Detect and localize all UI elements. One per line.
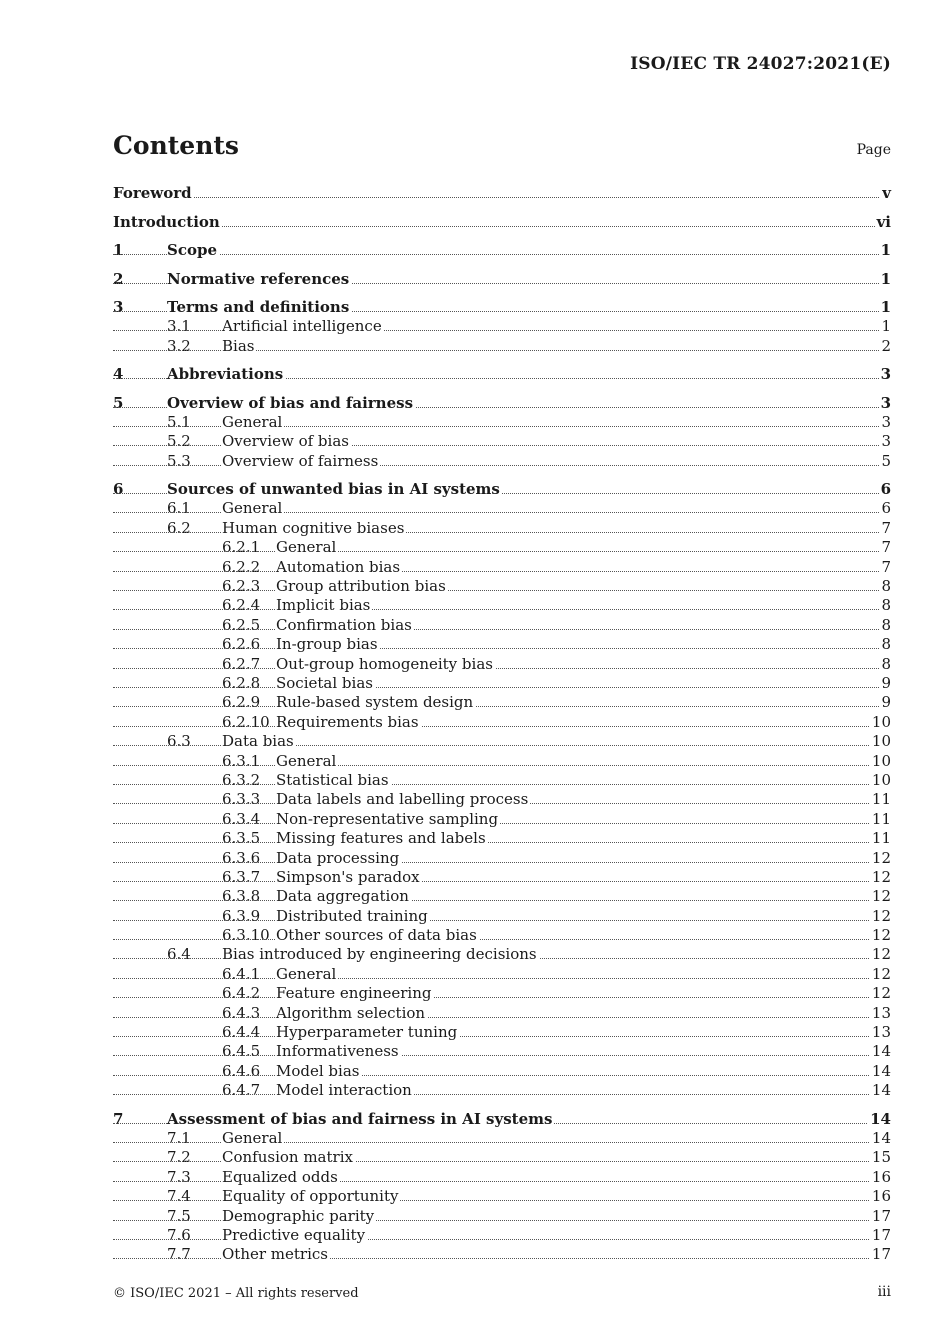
toc-entry-number: 6.4.3 bbox=[222, 1003, 261, 1022]
toc-entry[interactable] bbox=[113, 1004, 891, 1023]
dot-leader bbox=[113, 726, 891, 727]
toc-entry-title: Other metrics bbox=[222, 1245, 328, 1264]
toc-entry-title: Confusion matrix bbox=[222, 1148, 353, 1167]
toc-entry[interactable] bbox=[113, 558, 891, 577]
toc-entry-title: Distributed training bbox=[276, 906, 428, 925]
toc-entry-page: 14 bbox=[871, 1042, 891, 1061]
toc-entry-page: 1 bbox=[881, 317, 891, 336]
dot-leader bbox=[113, 823, 891, 824]
toc-entry-number: 6.3.1 bbox=[222, 751, 261, 770]
toc-entry-number: 6.3.7 bbox=[222, 867, 261, 886]
toc-entry[interactable] bbox=[113, 299, 891, 318]
toc-entry[interactable] bbox=[113, 318, 891, 337]
toc-entry-page: 3 bbox=[881, 412, 891, 431]
toc-entry-page: 17 bbox=[871, 1245, 891, 1264]
toc-entry-title: Data bias bbox=[222, 732, 294, 751]
footer-page-number: iii bbox=[877, 1284, 891, 1300]
toc-entry-number: 7.2 bbox=[167, 1148, 191, 1167]
toc-entry-number: 3 bbox=[113, 297, 124, 316]
toc-entry-number: 6.2.3 bbox=[222, 577, 261, 596]
toc-entry[interactable] bbox=[113, 597, 891, 616]
toc-entry-page: 3 bbox=[880, 393, 891, 412]
toc-entry[interactable] bbox=[113, 733, 891, 752]
toc-entry-page: 3 bbox=[881, 432, 891, 451]
toc-entry-page: 1 bbox=[880, 297, 891, 316]
toc-entry-title: Out-group homogeneity bias bbox=[276, 654, 493, 673]
toc-entry[interactable] bbox=[113, 433, 891, 452]
toc-entry-title: Confirmation bias bbox=[276, 615, 412, 634]
toc-entry-title: Missing features and labels bbox=[276, 829, 486, 848]
toc-entry-number: 1 bbox=[113, 241, 124, 260]
toc-entry-number: 6.2.4 bbox=[222, 596, 261, 615]
toc-entry-title: Overview of bias bbox=[222, 432, 349, 451]
toc-entry-number: 6.3.6 bbox=[222, 848, 261, 867]
toc-entry-page: 17 bbox=[871, 1225, 891, 1244]
toc-entry-number: 6.2.5 bbox=[222, 615, 261, 634]
toc-entry[interactable] bbox=[113, 752, 891, 771]
toc-entry[interactable] bbox=[113, 1188, 891, 1207]
dot-leader bbox=[113, 920, 891, 921]
toc-entry[interactable] bbox=[113, 694, 891, 713]
toc-entry-title: Artificial intelligence bbox=[222, 317, 382, 336]
dot-leader bbox=[113, 629, 891, 630]
toc-entry-number: 6.4 bbox=[167, 945, 191, 964]
toc-entry-page: 12 bbox=[871, 926, 891, 945]
document-id: ISO/IEC TR 24027:2021(E) bbox=[630, 54, 891, 74]
toc-entry-title: Simpson's paradox bbox=[276, 867, 420, 886]
toc-entry-page: 8 bbox=[881, 615, 891, 634]
dot-leader bbox=[113, 765, 891, 766]
toc-entry[interactable] bbox=[113, 1024, 891, 1043]
toc-entry-page: 14 bbox=[871, 1128, 891, 1147]
dot-leader bbox=[113, 226, 891, 227]
toc-entry[interactable] bbox=[113, 965, 891, 984]
toc-entry-page: 12 bbox=[871, 887, 891, 906]
toc-entry-page: 1 bbox=[880, 269, 891, 288]
toc-entry[interactable] bbox=[113, 578, 891, 597]
toc-entry[interactable] bbox=[113, 946, 891, 965]
toc-entry[interactable] bbox=[113, 713, 891, 732]
toc-entry-number: 5.3 bbox=[167, 451, 191, 470]
toc-entry-number: 6.4.2 bbox=[222, 984, 261, 1003]
toc-entry-page: 14 bbox=[871, 1061, 891, 1080]
toc-entry-number: 7.3 bbox=[167, 1167, 191, 1186]
dot-leader bbox=[113, 648, 891, 649]
toc-entry-title: Automation bias bbox=[276, 557, 401, 576]
toc-entry-number: 6.3.8 bbox=[222, 887, 261, 906]
toc-entry-page: 7 bbox=[881, 557, 891, 576]
toc-entry[interactable] bbox=[113, 888, 891, 907]
toc-entry-number: 7.6 bbox=[167, 1225, 191, 1244]
toc-entry-number: 6.4.4 bbox=[222, 1023, 261, 1042]
toc-entry[interactable] bbox=[113, 1246, 891, 1265]
toc-entry[interactable] bbox=[113, 675, 891, 694]
toc-entry-page: 15 bbox=[871, 1148, 891, 1167]
dot-leader bbox=[113, 571, 891, 572]
dot-leader bbox=[113, 939, 891, 940]
toc-entry[interactable] bbox=[113, 414, 891, 433]
toc-entry[interactable] bbox=[113, 772, 891, 791]
toc-entry-title: Overview of fairness bbox=[222, 451, 379, 470]
toc-entry-page: 10 bbox=[871, 770, 891, 789]
toc-entry-number: 6.1 bbox=[167, 499, 191, 518]
toc-entry-title: Model interaction bbox=[276, 1081, 412, 1100]
toc-entry-page: 11 bbox=[871, 790, 891, 809]
toc-entry-title: Terms and definitions bbox=[167, 297, 350, 316]
dot-leader bbox=[113, 862, 891, 863]
toc-entry-title: Equality of opportunity bbox=[222, 1187, 399, 1206]
toc-entry-number: 6.3.9 bbox=[222, 906, 261, 925]
toc-entry-page: 6 bbox=[880, 480, 891, 499]
toc-entry-title: Data processing bbox=[276, 848, 400, 867]
dot-leader bbox=[113, 842, 891, 843]
toc-entry-title: Model bias bbox=[276, 1061, 360, 1080]
page-column-label: Page bbox=[856, 142, 891, 158]
toc-entry-number: 6.2.8 bbox=[222, 673, 261, 692]
toc-entry-number: 7.7 bbox=[167, 1245, 191, 1264]
toc-entry-page: 8 bbox=[881, 635, 891, 654]
toc-entry[interactable] bbox=[113, 985, 891, 1004]
toc-entry-page: 14 bbox=[871, 1081, 891, 1100]
toc-entry[interactable] bbox=[113, 830, 891, 849]
toc-entry-title: Statistical bias bbox=[276, 770, 389, 789]
toc-entry[interactable] bbox=[113, 500, 891, 519]
dot-leader bbox=[113, 1075, 891, 1076]
toc-entry-title: Introduction bbox=[113, 212, 220, 231]
toc-entry[interactable] bbox=[113, 1082, 891, 1101]
toc-entry[interactable] bbox=[113, 791, 891, 810]
toc-entry-title: Hyperparameter tuning bbox=[276, 1023, 458, 1042]
dot-leader bbox=[113, 978, 891, 979]
toc-entry[interactable] bbox=[113, 655, 891, 674]
toc-entry-page: 10 bbox=[871, 732, 891, 751]
dot-leader bbox=[113, 1036, 891, 1037]
toc-entry-page: 14 bbox=[870, 1109, 891, 1128]
toc-entry[interactable] bbox=[113, 519, 891, 538]
dot-leader bbox=[113, 197, 891, 198]
toc-entry[interactable] bbox=[113, 481, 891, 500]
toc-entry-page: 7 bbox=[881, 518, 891, 537]
toc-entry-page: 6 bbox=[881, 499, 891, 518]
toc-entry[interactable] bbox=[113, 869, 891, 888]
toc-entry-title: Demographic parity bbox=[222, 1206, 375, 1225]
toc-entry-title: Foreword bbox=[113, 184, 192, 203]
toc-entry[interactable] bbox=[113, 337, 891, 356]
toc-entry-number: 6.2.2 bbox=[222, 557, 261, 576]
toc-entry-page: 16 bbox=[871, 1187, 891, 1206]
toc-entry-number: 6.2.1 bbox=[222, 538, 261, 557]
toc-entry-number: 6.3.2 bbox=[222, 770, 261, 789]
copyright-notice: © ISO/IEC 2021 – All rights reserved bbox=[113, 1286, 359, 1301]
toc-entry-number: 6.3.4 bbox=[222, 809, 261, 828]
toc-entry[interactable] bbox=[113, 1062, 891, 1081]
dot-leader bbox=[113, 254, 891, 255]
toc-entry-page: 13 bbox=[871, 1023, 891, 1042]
toc-entry-page: 2 bbox=[881, 336, 891, 355]
toc-entry-title: General bbox=[276, 751, 337, 770]
toc-entry-number: 7.1 bbox=[167, 1128, 191, 1147]
dot-leader bbox=[113, 609, 891, 610]
toc-entry-page: 12 bbox=[871, 945, 891, 964]
toc-entry-title: Algorithm selection bbox=[276, 1003, 426, 1022]
toc-entry[interactable] bbox=[113, 1227, 891, 1246]
toc-entry-number: 3.2 bbox=[167, 336, 191, 355]
toc-entry-number: 6.2.10 bbox=[222, 712, 270, 731]
toc-entry[interactable] bbox=[113, 270, 891, 289]
toc-entry-number: 6.4.6 bbox=[222, 1061, 261, 1080]
toc-entry-page: 5 bbox=[881, 451, 891, 470]
toc-entry[interactable] bbox=[113, 1168, 891, 1187]
toc-entry-page: 10 bbox=[871, 712, 891, 731]
toc-entry-title: Societal bias bbox=[276, 673, 373, 692]
toc-entry-page: 3 bbox=[880, 365, 891, 384]
toc-entry-page: 12 bbox=[871, 984, 891, 1003]
toc-entry-number: 7 bbox=[113, 1109, 124, 1128]
toc-entry-number: 5 bbox=[113, 393, 124, 412]
dot-leader bbox=[113, 706, 891, 707]
toc-entry-number: 4 bbox=[113, 365, 124, 384]
dot-leader bbox=[113, 668, 891, 669]
toc-entry-number: 6.2.6 bbox=[222, 635, 261, 654]
toc-entry[interactable] bbox=[113, 539, 891, 558]
toc-entry-page: 16 bbox=[871, 1167, 891, 1186]
toc-entry-number: 6 bbox=[113, 480, 124, 499]
toc-entry[interactable] bbox=[113, 849, 891, 868]
toc-entry-title: In-group bias bbox=[276, 635, 378, 654]
dot-leader bbox=[113, 997, 891, 998]
toc-entry-number: 5.2 bbox=[167, 432, 191, 451]
toc-entry-page: 12 bbox=[871, 848, 891, 867]
toc-entry[interactable] bbox=[113, 1130, 891, 1149]
toc-entry-page: 10 bbox=[871, 751, 891, 770]
toc-entry[interactable] bbox=[113, 636, 891, 655]
toc-entry-number: 6.2 bbox=[167, 518, 191, 537]
toc-entry-page: 8 bbox=[881, 654, 891, 673]
toc-entry-title: Equalized odds bbox=[222, 1167, 338, 1186]
toc-entry[interactable] bbox=[113, 366, 891, 385]
toc-entry[interactable] bbox=[113, 810, 891, 829]
table-of-contents bbox=[113, 185, 891, 1265]
toc-entry-page: 13 bbox=[871, 1003, 891, 1022]
toc-entry-title: General bbox=[222, 499, 283, 518]
toc-entry-title: Data labels and labelling process bbox=[276, 790, 529, 809]
toc-entry-number: 7.4 bbox=[167, 1187, 191, 1206]
toc-entry-number: 5.1 bbox=[167, 412, 191, 431]
toc-entry[interactable] bbox=[113, 185, 891, 204]
dot-leader bbox=[113, 1055, 891, 1056]
toc-entry-number: 6.3.5 bbox=[222, 829, 261, 848]
toc-entry-page: vi bbox=[876, 212, 891, 231]
toc-entry-page: 11 bbox=[871, 809, 891, 828]
toc-entry-title: Bias bbox=[222, 336, 255, 355]
toc-entry-title: Data aggregation bbox=[276, 887, 409, 906]
dot-leader bbox=[113, 900, 891, 901]
toc-entry-title: General bbox=[276, 964, 337, 983]
toc-entry-number: 6.4.1 bbox=[222, 964, 261, 983]
toc-entry-page: 8 bbox=[881, 596, 891, 615]
toc-entry-title: Sources of unwanted bias in AI systems bbox=[167, 480, 500, 499]
toc-entry-number: 6.4.7 bbox=[222, 1081, 261, 1100]
toc-entry-number: 6.3 bbox=[167, 732, 191, 751]
toc-entry-page: 9 bbox=[881, 673, 891, 692]
toc-entry-page: 17 bbox=[871, 1206, 891, 1225]
toc-entry-title: General bbox=[222, 412, 283, 431]
dot-leader bbox=[113, 1017, 891, 1018]
toc-entry-page: 9 bbox=[881, 693, 891, 712]
toc-entry-page: v bbox=[882, 184, 891, 203]
toc-entry-number: 2 bbox=[113, 269, 124, 288]
dot-leader bbox=[113, 1094, 891, 1095]
toc-entry-title: Abbreviations bbox=[167, 365, 284, 384]
toc-entry-page: 7 bbox=[881, 538, 891, 557]
dot-leader bbox=[113, 551, 891, 552]
toc-entry-page: 12 bbox=[871, 906, 891, 925]
toc-entry-page: 11 bbox=[871, 829, 891, 848]
toc-entry-title: Requirements bias bbox=[276, 712, 419, 731]
toc-entry-title: Implicit bias bbox=[276, 596, 371, 615]
toc-entry-title: Informativeness bbox=[276, 1042, 399, 1061]
toc-entry-title: Group attribution bias bbox=[276, 577, 446, 596]
dot-leader bbox=[113, 881, 891, 882]
toc-entry[interactable] bbox=[113, 213, 891, 232]
dot-leader bbox=[113, 590, 891, 591]
toc-entry-number: 6.2.7 bbox=[222, 654, 261, 673]
toc-entry-title: Scope bbox=[167, 241, 218, 260]
toc-entry-title: General bbox=[276, 538, 337, 557]
toc-entry-page: 12 bbox=[871, 964, 891, 983]
toc-entry-number: 6.4.5 bbox=[222, 1042, 261, 1061]
toc-entry[interactable] bbox=[113, 1110, 891, 1129]
toc-entry[interactable] bbox=[113, 1149, 891, 1168]
page-title: Contents bbox=[113, 131, 240, 160]
toc-entry-title: Overview of bias and fairness bbox=[167, 393, 414, 412]
dot-leader bbox=[113, 687, 891, 688]
toc-entry-title: Other sources of data bias bbox=[276, 926, 477, 945]
toc-entry-number: 6.2.9 bbox=[222, 693, 261, 712]
toc-entry-title: Predictive equality bbox=[222, 1225, 366, 1244]
toc-entry[interactable] bbox=[113, 394, 891, 413]
toc-entry-title: Human cognitive biases bbox=[222, 518, 405, 537]
toc-entry-number: 3.1 bbox=[167, 317, 191, 336]
toc-entry-number: 7.5 bbox=[167, 1206, 191, 1225]
toc-entry[interactable] bbox=[113, 907, 891, 926]
toc-entry[interactable] bbox=[113, 452, 891, 471]
dot-leader bbox=[113, 784, 891, 785]
toc-entry[interactable] bbox=[113, 242, 891, 261]
toc-entry-title: Normative references bbox=[167, 269, 350, 288]
toc-entry-title: Non-representative sampling bbox=[276, 809, 499, 828]
toc-entry-page: 12 bbox=[871, 867, 891, 886]
toc-entry-number: 6.3.3 bbox=[222, 790, 261, 809]
toc-entry-number: 6.3.10 bbox=[222, 926, 270, 945]
toc-entry[interactable] bbox=[113, 616, 891, 635]
toc-entry[interactable] bbox=[113, 1207, 891, 1226]
toc-entry[interactable] bbox=[113, 927, 891, 946]
toc-entry-title: Bias introduced by engineering decisions bbox=[222, 945, 537, 964]
toc-entry-title: Feature engineering bbox=[276, 984, 432, 1003]
toc-entry-title: Rule-based system design bbox=[276, 693, 474, 712]
toc-entry[interactable] bbox=[113, 1043, 891, 1062]
toc-entry-page: 8 bbox=[881, 577, 891, 596]
toc-entry-page: 1 bbox=[880, 241, 891, 260]
toc-entry-title: Assessment of bias and fairness in AI systems bbox=[167, 1109, 553, 1128]
toc-entry-title: General bbox=[222, 1128, 283, 1147]
